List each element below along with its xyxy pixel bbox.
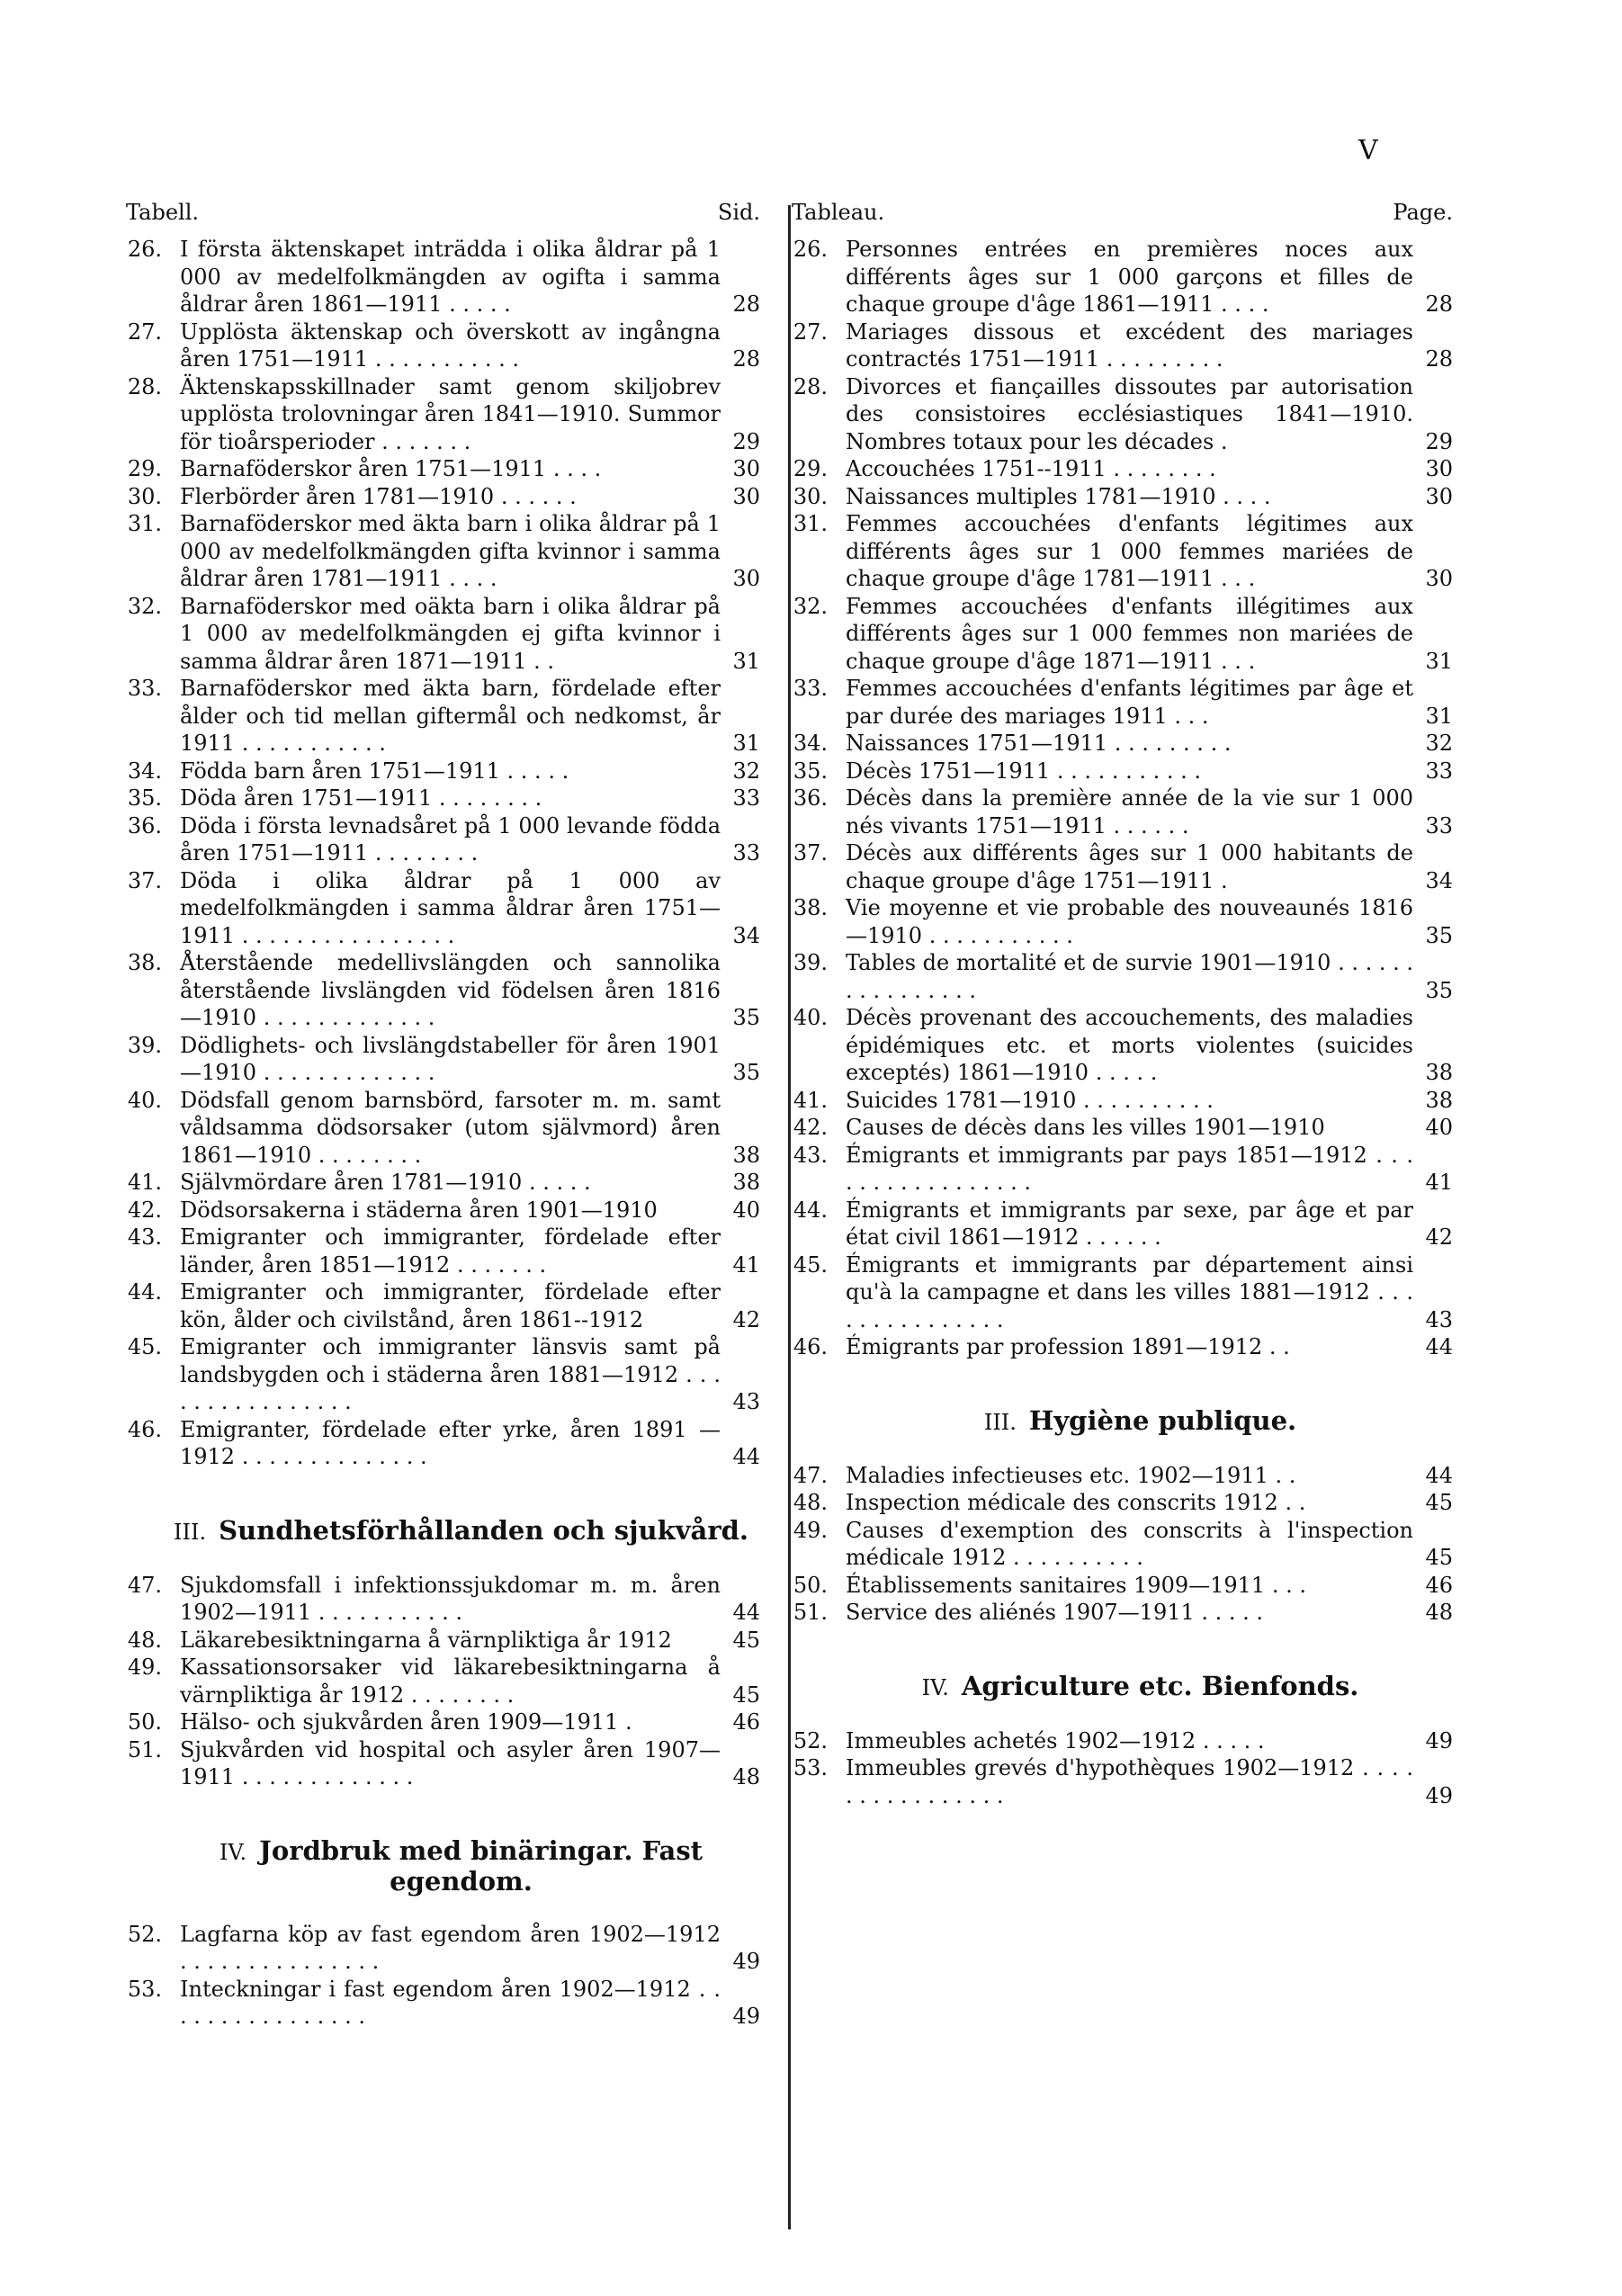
entry-number: 34. <box>793 731 828 756</box>
entry-page: 40 <box>1425 1115 1453 1140</box>
left-header-page: Sid. <box>717 200 760 225</box>
toc-entry <box>126 1278 760 1333</box>
entry-title: Kassationsorsaker vid läkarebesiktningarna å värnpliktiga år 1912 . . . . . . . . <box>180 1655 721 1708</box>
entry-page: 46 <box>732 1709 760 1735</box>
entry-number: 47. <box>127 1572 162 1598</box>
entry-number: 31. <box>127 511 162 536</box>
left-entries-section-iv <box>126 1921 760 2031</box>
toc-entry <box>792 894 1453 949</box>
entry-title: Lagfarna köp av fast egendom åren 1902—1912 . . . . . . . . . . . . . . . <box>180 1921 721 1974</box>
right-section-iii <box>792 1406 1453 1437</box>
entry-page: 38 <box>732 1142 760 1168</box>
entry-title: Hälso- och sjukvården åren 1909—1911 . <box>180 1709 632 1735</box>
entry-title: Emigranter och immigranter länsvis samt på landsbygden och i städerna åren 1881—1912 . . . . . . . . . . . . . . . . <box>180 1334 721 1414</box>
toc-entry <box>126 1627 760 1655</box>
section-title: Hygiène publique. <box>1028 1404 1297 1436</box>
entry-page: 44 <box>1425 1462 1453 1488</box>
entry-number: 53. <box>127 1976 162 2002</box>
toc-entry <box>792 1572 1453 1600</box>
entry-title: Immeubles grevés d'hypothèques 1902—1912 . . . . . . . . . . . . . . . . <box>846 1755 1413 1808</box>
entry-number: 50. <box>793 1572 828 1598</box>
entry-page: 33 <box>1425 758 1453 784</box>
toc-entry <box>792 785 1453 839</box>
entry-page: 45 <box>732 1682 760 1708</box>
section-roman: III. <box>174 1519 207 1545</box>
entry-page: 31 <box>1425 648 1453 674</box>
toc-entry <box>126 455 760 483</box>
entry-page: 33 <box>732 785 760 811</box>
entry-page: 49 <box>1425 1727 1453 1753</box>
toc-entry <box>792 510 1453 593</box>
entry-page: 34 <box>1425 867 1453 893</box>
entry-number: 49. <box>793 1517 828 1543</box>
entry-page: 33 <box>1425 812 1453 839</box>
right-column-french <box>792 200 1453 1809</box>
left-section-iv <box>126 1836 760 1896</box>
entry-page: 30 <box>1425 456 1453 481</box>
entry-number: 43. <box>793 1142 828 1168</box>
left-entries <box>126 236 760 1471</box>
entry-page: 49 <box>732 1949 760 1974</box>
entry-title: Immeubles achetés 1902—1912 . . . . . <box>846 1727 1265 1753</box>
entry-page: 28 <box>732 346 760 372</box>
toc-entry <box>126 785 760 812</box>
entry-page: 41 <box>732 1251 760 1278</box>
entry-page: 28 <box>732 291 760 317</box>
entry-page: 42 <box>1425 1224 1453 1250</box>
toc-entry <box>126 483 760 511</box>
entry-title: Service des aliénés 1907—1911 . . . . . <box>846 1600 1264 1625</box>
toc-entry <box>126 812 760 867</box>
entry-title: Inteckningar i fast egendom åren 1902—1912 . . . . . . . . . . . . . . . . <box>180 1976 721 2029</box>
entry-number: 47. <box>793 1462 828 1488</box>
right-entries <box>792 236 1453 1361</box>
entry-page: 32 <box>732 758 760 784</box>
entry-number: 52. <box>793 1727 828 1753</box>
entry-number: 28. <box>793 373 828 399</box>
entry-title: Sjukdomsfall i infektionssjukdomar m. m. åren 1902—1911 . . . . . . . . . . . <box>180 1572 721 1625</box>
entry-number: 27. <box>793 318 828 345</box>
toc-entry <box>792 236 1453 318</box>
right-header-table: Tableau. <box>792 200 885 225</box>
entry-page: 31 <box>732 731 760 756</box>
entry-page: 29 <box>732 428 760 454</box>
section-title: Sundhetsförhållanden och sjukvård. <box>219 1514 748 1546</box>
toc-entry <box>792 1004 1453 1087</box>
entry-title: Upplösta äktenskap och överskott av ingångna åren 1751—1911 . . . . . . . . . . . <box>180 318 721 372</box>
toc-entry <box>792 1087 1453 1115</box>
entry-page: 38 <box>1425 1060 1453 1085</box>
toc-entry <box>792 675 1453 730</box>
entry-number: 36. <box>793 785 828 811</box>
entry-number: 34. <box>127 758 162 784</box>
entry-page: 49 <box>1425 1782 1453 1808</box>
section-roman: III. <box>983 1409 1017 1435</box>
entry-title: Dödsorsakerna i städerna åren 1901—1910 <box>180 1197 658 1223</box>
left-entries-section-iii <box>126 1572 760 1791</box>
entry-title: Naissances 1751—1911 . . . . . . . . . <box>846 731 1232 756</box>
left-section-iii <box>126 1516 760 1547</box>
entry-number: 46. <box>127 1416 162 1442</box>
toc-entry <box>792 1754 1453 1809</box>
entry-title: Flerbörder åren 1781—1910 . . . . . . <box>180 483 577 509</box>
toc-entry <box>126 236 760 318</box>
entry-title: Émigrants et immigrants par sexe, par âge et par état civil 1861—1912 . . . . . . <box>846 1197 1413 1250</box>
left-column-header <box>126 200 760 236</box>
entry-number: 36. <box>127 812 162 839</box>
entry-title: Maladies infectieuses etc. 1902—1911 . . <box>846 1462 1296 1488</box>
entry-title: Femmes accouchées d'enfants illégitimes aux différents âges sur 1 000 femmes non mariées de chaque groupe d'âge 1871—1911 . . . <box>846 593 1413 674</box>
toc-entry <box>792 373 1453 456</box>
toc-entry <box>126 318 760 373</box>
entry-page: 49 <box>732 2004 760 2029</box>
entry-number: 51. <box>127 1736 162 1762</box>
right-entries-section-iii <box>792 1462 1453 1627</box>
entry-number: 35. <box>127 785 162 811</box>
entry-page: 31 <box>1425 703 1453 729</box>
entry-page: 35 <box>732 1060 760 1085</box>
entry-number: 30. <box>793 483 828 509</box>
entry-title: Döda åren 1751—1911 . . . . . . . . <box>180 785 542 811</box>
entry-title: Décès provenant des accouchements, des maladies épidémiques etc. et morts violentes (suicides exceptés) 1861—1910 . . . . . <box>846 1005 1413 1085</box>
entry-page: 28 <box>1425 346 1453 372</box>
entry-title: Femmes accouchées d'enfants légitimes par âge et par durée des mariages 1911 . . . <box>846 676 1413 729</box>
entry-number: 37. <box>127 867 162 893</box>
entry-number: 33. <box>793 676 828 701</box>
column-divider <box>788 205 791 2229</box>
entry-page: 45 <box>732 1627 760 1653</box>
entry-number: 48. <box>793 1490 828 1515</box>
entry-page: 41 <box>1425 1170 1453 1195</box>
entry-page: 44 <box>1425 1334 1453 1359</box>
entry-page: 29 <box>1425 428 1453 454</box>
toc-entry <box>126 675 760 758</box>
entry-page: 28 <box>1425 291 1453 317</box>
entry-page: 30 <box>1425 483 1453 509</box>
entry-number: 44. <box>127 1279 162 1305</box>
entry-title: Självmördare åren 1781—1910 . . . . . <box>180 1170 591 1195</box>
entry-number: 41. <box>127 1170 162 1195</box>
toc-entry <box>126 1572 760 1627</box>
entry-number: 28. <box>127 373 162 399</box>
entry-number: 38. <box>127 950 162 975</box>
entry-page: 35 <box>1425 977 1453 1003</box>
entry-page: 38 <box>732 1170 760 1195</box>
entry-number: 46. <box>793 1334 828 1359</box>
entry-number: 42. <box>127 1197 162 1223</box>
entry-number: 48. <box>127 1627 162 1653</box>
entry-number: 40. <box>793 1005 828 1030</box>
entry-page: 35 <box>1425 922 1453 948</box>
entry-number: 35. <box>793 758 828 784</box>
section-title: Agriculture etc. Bienfonds. <box>961 1670 1359 1701</box>
entry-title: Äktenskapsskillnader samt genom skiljobrev upplösta trolovningar åren 1841—1910. Summor för tioårsperioder . . . . . . . <box>180 373 721 454</box>
entry-title: Suicides 1781—1910 . . . . . . . . . . <box>846 1087 1214 1113</box>
toc-entry <box>126 1169 760 1197</box>
entry-title: Läkarebesiktningarna å värnpliktiga år 1912 <box>180 1627 672 1653</box>
entry-page: 30 <box>732 483 760 509</box>
toc-entry <box>126 373 760 456</box>
entry-title: Divorces et fiançailles dissoutes par autorisation des consistoires ecclésiastiques 1841—1910. Nombres totaux pour les décades . <box>846 373 1413 454</box>
section-roman: IV. <box>219 1839 247 1865</box>
entry-number: 45. <box>127 1334 162 1359</box>
entry-title: Barnaföderskor åren 1751—1911 . . . . <box>180 456 602 481</box>
toc-entry <box>792 949 1453 1004</box>
toc-entry <box>126 1921 760 1976</box>
entry-title: Dödsfall genom barnsbörd, farsoter m. m. samt våldsamma dödsorsaker (utom självmord) åren 1861—1910 . . . . . . . . <box>180 1087 721 1168</box>
entry-number: 29. <box>793 456 828 481</box>
toc-entry <box>126 949 760 1032</box>
toc-entry <box>126 1976 760 2031</box>
entry-title: Dödlighets- och livslängdstabeller för åren 1901—1910 . . . . . . . . . . . . . <box>180 1032 721 1085</box>
entry-page: 34 <box>732 922 760 948</box>
toc-entry <box>792 455 1453 483</box>
entry-title: Sjukvården vid hospital och asyler åren 1907—1911 . . . . . . . . . . . . . <box>180 1736 721 1789</box>
entry-page: 45 <box>1425 1545 1453 1570</box>
toc-entry <box>792 839 1453 894</box>
entry-title: Barnaföderskor med äkta barn i olika åldrar på 1 000 av medelfolkmängden gifta kvinnor i samma åldrar åren 1781—1911 . . . . <box>180 511 721 591</box>
entry-number: 53. <box>793 1755 828 1780</box>
toc-entry <box>792 1489 1453 1517</box>
entry-page: 30 <box>732 566 760 591</box>
entry-page: 44 <box>732 1600 760 1625</box>
entry-number: 49. <box>127 1655 162 1680</box>
toc-entry <box>792 730 1453 758</box>
entry-title: Établissements sanitaires 1909—1911 . . . <box>846 1572 1306 1598</box>
entry-page: 42 <box>732 1306 760 1332</box>
toc-entry <box>792 1462 1453 1490</box>
section-roman: IV. <box>921 1674 949 1700</box>
right-column-header <box>792 200 1453 236</box>
entry-number: 33. <box>127 676 162 701</box>
entry-page: 48 <box>732 1764 760 1789</box>
entry-title: Causes de décès dans les villes 1901—1910 <box>846 1115 1325 1140</box>
entry-page: 45 <box>1425 1490 1453 1515</box>
toc-entry <box>126 1709 760 1736</box>
entry-number: 44. <box>793 1197 828 1223</box>
entry-number: 26. <box>793 237 828 262</box>
entry-page: 31 <box>732 648 760 674</box>
toc-entry <box>792 1727 1453 1755</box>
toc-entry <box>792 758 1453 785</box>
toc-entry <box>126 1654 760 1709</box>
left-header-table: Tabell. <box>126 200 199 225</box>
entry-title: Inspection médicale des conscrits 1912 . . <box>846 1490 1306 1515</box>
entry-number: 42. <box>793 1115 828 1140</box>
toc-entry <box>126 1333 760 1416</box>
toc-entry <box>126 1087 760 1170</box>
entry-page: 38 <box>1425 1087 1453 1113</box>
toc-entry <box>126 867 760 950</box>
entry-title: Återstående medellivslängden och sannolika återstående livslängden vid födelsen åren 1816—1910 . . . . . . . . . . . . . <box>180 950 721 1030</box>
entry-page: 43 <box>1425 1306 1453 1332</box>
toc-entry <box>126 1416 760 1471</box>
entry-number: 50. <box>127 1709 162 1735</box>
entry-page: 46 <box>1425 1572 1453 1598</box>
entry-title: Födda barn åren 1751—1911 . . . . . <box>180 758 569 784</box>
toc-entry <box>792 318 1453 373</box>
entry-number: 39. <box>127 1032 162 1058</box>
entry-page: 43 <box>732 1389 760 1414</box>
entry-number: 52. <box>127 1921 162 1947</box>
entry-title: Causes d'exemption des conscrits à l'inspection médicale 1912 . . . . . . . . . . <box>846 1517 1413 1570</box>
right-section-iv <box>792 1672 1453 1702</box>
entry-page: 30 <box>1425 566 1453 591</box>
entry-title: Décès dans la première année de la vie sur 1 000 nés vivants 1751—1911 . . . . . . <box>846 785 1413 839</box>
entry-title: Emigranter och immigranter, fördelade efter länder, åren 1851—1912 . . . . . . . <box>180 1224 721 1278</box>
entry-page: 44 <box>732 1444 760 1469</box>
toc-entry <box>126 758 760 785</box>
entry-number: 32. <box>793 593 828 619</box>
entry-number: 38. <box>793 895 828 920</box>
entry-title: Émigrants et immigrants par pays 1851—1912 . . . . . . . . . . . . . . . . . <box>846 1142 1413 1195</box>
entry-page: 35 <box>732 1005 760 1030</box>
entry-number: 29. <box>127 456 162 481</box>
entry-title: Émigrants par profession 1891—1912 . . <box>846 1334 1290 1359</box>
toc-entry <box>792 1517 1453 1572</box>
entry-title: Emigranter, fördelade efter yrke, åren 1891 —1912 . . . . . . . . . . . . . . <box>180 1416 721 1469</box>
entry-page: 30 <box>732 456 760 481</box>
entry-title: Döda i första levnadsåret på 1 000 levande födda åren 1751—1911 . . . . . . . . <box>180 812 721 865</box>
toc-entry <box>126 1736 760 1791</box>
entry-title: Décès 1751—1911 . . . . . . . . . . . <box>846 758 1202 784</box>
toc-entry <box>792 483 1453 511</box>
entry-number: 43. <box>127 1224 162 1250</box>
entry-page: 33 <box>732 840 760 865</box>
entry-title: Accouchées 1751--1911 . . . . . . . . <box>846 456 1216 481</box>
toc-entry <box>792 593 1453 676</box>
toc-entry <box>792 1114 1453 1142</box>
entry-title: Döda i olika åldrar på 1 000 av medelfolkmängden i samma åldrar åren 1751—1911 . . . . . . . . . . . . . . . . <box>180 867 721 948</box>
entry-title: Barnaföderskor med äkta barn, fördelade efter ålder och tid mellan giftermål och nedkomst, år 1911 . . . . . . . . . . . <box>180 676 721 756</box>
entry-page: 40 <box>732 1197 760 1223</box>
toc-entry <box>126 1197 760 1224</box>
toc-entry <box>126 1224 760 1278</box>
right-entries-section-iv <box>792 1727 1453 1810</box>
entry-number: 39. <box>793 950 828 975</box>
entry-title: Naissances multiples 1781—1910 . . . . <box>846 483 1271 509</box>
right-header-page: Page. <box>1393 200 1453 225</box>
entry-page: 48 <box>1425 1600 1453 1625</box>
entry-title: Décès aux différents âges sur 1 000 habitants de chaque groupe d'âge 1751—1911 . <box>846 840 1413 893</box>
toc-entry <box>126 593 760 676</box>
entry-title: I första äktenskapet inträdda i olika åldrar på 1 000 av medelfolkmängden av ogifta i samma åldrar åren 1861—1911 . . . . . <box>180 237 721 317</box>
entry-title: Mariages dissous et excédent des mariages contractés 1751—1911 . . . . . . . . . <box>846 318 1413 372</box>
entry-number: 40. <box>127 1087 162 1113</box>
entry-number: 30. <box>127 483 162 509</box>
entry-number: 51. <box>793 1600 828 1625</box>
toc-entry <box>126 510 760 593</box>
entry-number: 45. <box>793 1251 828 1278</box>
page-number: V <box>1358 135 1378 166</box>
entry-title: Tables de mortalité et de survie 1901—1910 . . . . . . . . . . . . . . . . <box>846 950 1413 1003</box>
entry-page: 32 <box>1425 731 1453 756</box>
toc-entry <box>792 1251 1453 1334</box>
left-column-swedish <box>126 200 760 2031</box>
toc-entry <box>792 1197 1453 1251</box>
entry-title: Barnaföderskor med oäkta barn i olika åldrar på 1 000 av medelfolkmängden ej gifta kvinnor i samma åldrar åren 1871—1911 . . <box>180 593 721 674</box>
toc-entry <box>792 1599 1453 1627</box>
entry-number: 31. <box>793 511 828 536</box>
toc-entry <box>792 1333 1453 1361</box>
entry-number: 27. <box>127 318 162 345</box>
section-title: Jordbruk med binäringar. Fast egendom. <box>259 1834 703 1897</box>
toc-entry <box>126 1032 760 1087</box>
entry-title: Femmes accouchées d'enfants légitimes aux différents âges sur 1 000 femmes mariées de chaque groupe d'âge 1781—1911 . . . <box>846 511 1413 591</box>
entry-number: 41. <box>793 1087 828 1113</box>
entry-number: 32. <box>127 593 162 619</box>
entry-title: Personnes entrées en premières noces aux différents âges sur 1 000 garçons et filles de chaque groupe d'âge 1861—1911 . . . . <box>846 237 1413 317</box>
entry-number: 37. <box>793 840 828 865</box>
toc-entry <box>792 1142 1453 1197</box>
entry-title: Émigrants et immigrants par département ainsi qu'à la campagne et dans les villes 1881—1912 . . . . . . . . . . . . . . . <box>846 1251 1413 1332</box>
entry-number: 26. <box>127 237 162 262</box>
entry-title: Emigranter och immigranter, fördelade efter kön, ålder och civilstånd, åren 1861--1912 <box>180 1279 721 1332</box>
entry-title: Vie moyenne et vie probable des nouveaunés 1816—1910 . . . . . . . . . . . <box>846 895 1413 948</box>
